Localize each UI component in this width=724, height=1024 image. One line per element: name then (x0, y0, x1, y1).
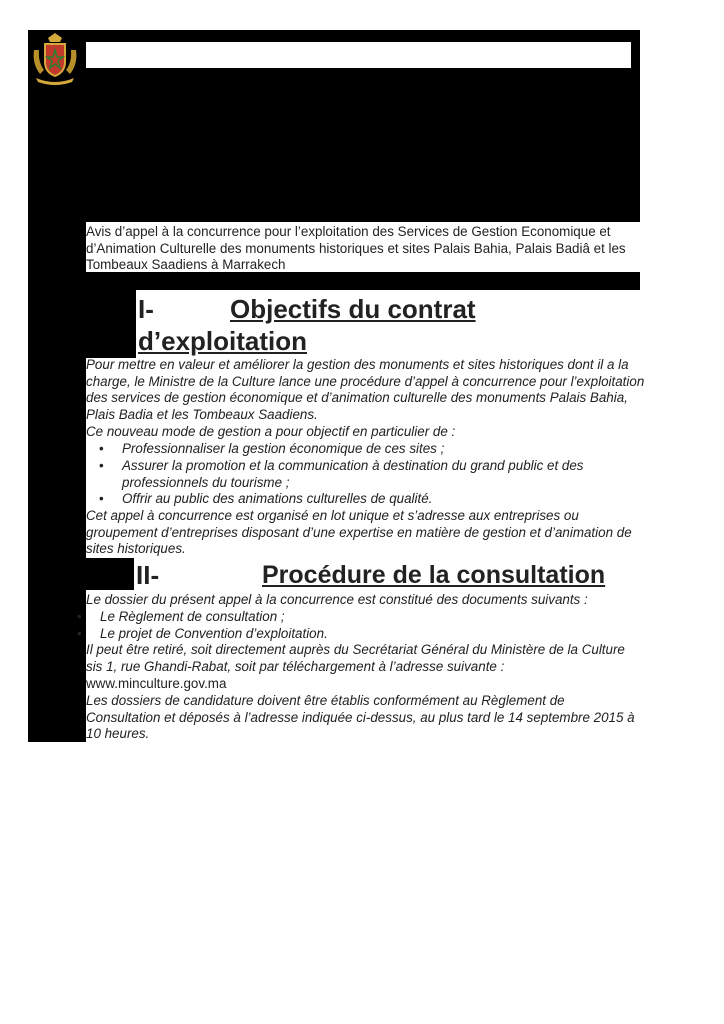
section2-deadline: Les dossiers de candidature doivent être établis conformément au Règlement de Consultation et déposés à l’adresse indiquée ci-dessus, au plus tard le 14 septembre 2015 à 10 heures. (86, 693, 635, 742)
emblem-morocco-icon (28, 30, 82, 88)
section2-bullet-1-text: Le Règlement de consultation ; (100, 609, 285, 624)
section1-bullet-2: • Assurer la promotion et la communication à destination du grand public et des professionnels du tourisme ; (96, 458, 636, 492)
title-bottom-redaction (86, 272, 640, 290)
section1-intro: Pour mettre en valeur et améliorer la gestion des monuments et sites historiques dont il a la charge, le Ministre de la Culture lance une procédure d’appel à concurrence pour l’exploitation des services de gestion économique et d’animation culturelle des monuments Palais Bahia, Plais Badia et les Tombeaux Saadiens. (86, 357, 645, 423)
section1-objective-intro: Ce nouveau mode de gestion a pour objectif en particulier de : (86, 424, 456, 439)
section1-bullet-3-text: Offrir au public des animations culturelles de qualité. (122, 491, 433, 506)
section2-url[interactable]: www.minculture.gov.ma (86, 676, 227, 691)
section2-heading: Procédure de la consultation (262, 561, 606, 589)
section2-number-redaction (86, 558, 134, 590)
section1-number: I- (138, 294, 154, 324)
section1-heading-line2: d’exploitation (138, 326, 307, 356)
section2-retrieval: Il peut être retiré, soit directement auprès du Secrétariat Général du Ministère de la Culture sis 1, rue Ghandi-Rabat, soit par téléchargement à l’adresse suivante : (86, 642, 625, 674)
section1-closing: Cet appel à concurrence est organisé en lot unique et s’adresse aux entreprises ou groupement d’entreprises disposant d’une expertise en matière de gestion et d’animation de sites historiques. (86, 508, 632, 557)
section1-bullet-1-text: Professionnaliser la gestion économique de ces sites ; (122, 441, 445, 456)
left-margin-redaction (28, 222, 86, 742)
section1-heading-line1: Objectifs du contrat (230, 294, 476, 324)
section1-number-redaction (86, 290, 136, 358)
section2-bullet-2-text: Le projet de Convention d’exploitation. (100, 626, 328, 641)
notice-title: Avis d’appel à la concurrence pour l’exploitation des Services de Gestion Economique et d’Animation Culturelle des monuments historiques et sites Palais Bahia, Palais Badiâ et les Tombeaux Saadiens à Marrakech (86, 224, 626, 273)
header-white-bar (86, 42, 631, 68)
section2-number: II- (136, 560, 160, 590)
section1-bullet-2-text: Assurer la promotion et la communication à destination du grand public et des professionnels du tourisme ; (122, 458, 584, 490)
section2-intro: Le dossier du présent appel à la concurrence est constitué des documents suivants : (86, 592, 588, 607)
